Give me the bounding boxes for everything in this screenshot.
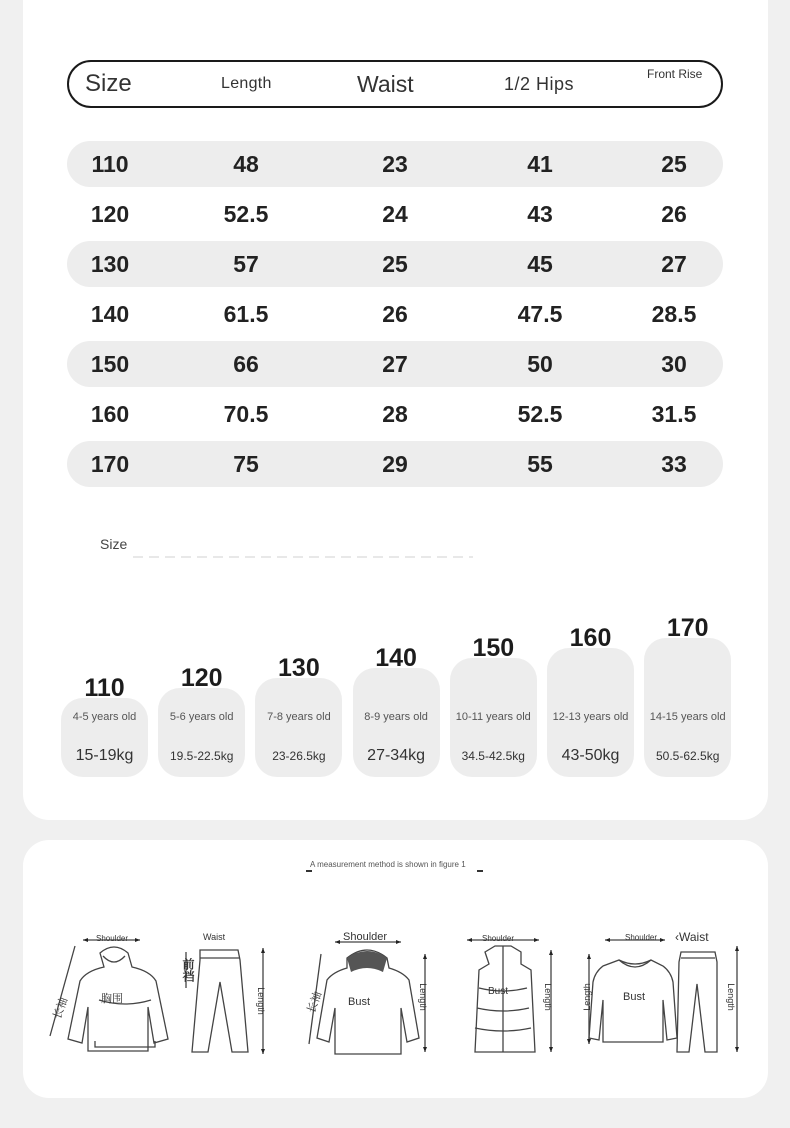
cell-waist: 29: [382, 451, 408, 477]
size-guide-age: 5-6 years old: [169, 711, 234, 723]
size-guide-weight: 27-34kg: [367, 747, 425, 764]
sweatshirt-shoulder-label: Shoulder: [625, 933, 658, 942]
size-guide-number: 150: [472, 634, 515, 662]
table-row: [67, 441, 723, 487]
size-guide-weight: 23-26.5kg: [272, 749, 326, 763]
size-guide-number: 170: [666, 614, 709, 642]
size-guide-number: 140: [375, 644, 417, 672]
vest-bust-label: Bust: [488, 986, 509, 997]
header-front-rise: Front Rise: [647, 67, 703, 81]
sweatshirt-length-label: Length: [581, 983, 592, 1011]
joggers-waist-label: ‹Waist: [675, 930, 709, 944]
vest-length-label: Length: [542, 983, 553, 1011]
hoodie2-bust-label: Bust: [348, 996, 371, 1008]
measurement-card: [23, 840, 768, 1098]
pants-waist-label: Waist: [203, 932, 226, 942]
cell-length: 75: [233, 451, 259, 477]
cell-half-hips: 43: [527, 201, 553, 227]
hoodie2-length-label: Length: [417, 983, 428, 1011]
size-guide-weight: 34.5-42.5kg: [461, 749, 525, 763]
hoodie-shoulder-label: Shoulder: [96, 934, 129, 943]
cell-length: 57: [233, 251, 259, 277]
pants-rise-label: 前裆: [181, 958, 195, 982]
table-row: [67, 391, 723, 437]
size-guide-age: 12-13 years old: [552, 711, 629, 723]
size-guide-label: Size: [100, 536, 128, 552]
header-half-hips: 1/2 Hips: [504, 74, 575, 94]
cell-front-rise: 31.5: [651, 401, 697, 427]
table-row: [67, 141, 723, 187]
cell-front-rise: 30: [661, 351, 687, 377]
cell-size: 120: [90, 201, 130, 227]
pants-figure: [178, 936, 268, 1058]
size-guide-number: 160: [569, 624, 612, 652]
cell-front-rise: 26: [661, 201, 687, 227]
size-guide-number: 130: [278, 654, 320, 682]
cell-size: 130: [90, 251, 130, 277]
cell-front-rise: 27: [661, 251, 687, 277]
size-guide-weight: 15-19kg: [75, 747, 134, 764]
cell-half-hips: 41: [527, 151, 553, 177]
size-guide-age: 14-15 years old: [649, 711, 726, 723]
cell-half-hips: 55: [527, 451, 553, 477]
cell-length: 48: [233, 151, 259, 177]
joggers-length-label: Length: [725, 983, 736, 1011]
cell-size: 110: [91, 151, 129, 177]
cell-waist: 23: [382, 151, 408, 177]
note-dash-left: [306, 870, 312, 872]
pants-length-label: Length: [255, 987, 266, 1015]
table-row: [67, 291, 723, 337]
size-guide-number: 110: [84, 674, 125, 702]
cell-length: 66: [233, 351, 259, 377]
cell-length: 70.5: [223, 401, 269, 427]
table-row: [67, 341, 723, 387]
size-guide-age: 7-8 years old: [267, 711, 331, 723]
cell-length: 61.5: [223, 301, 269, 327]
hoodie-sleeve-label: 长袖: [51, 995, 71, 1021]
cell-waist: 27: [382, 351, 408, 377]
cell-waist: 25: [382, 251, 408, 277]
cell-front-rise: 33: [661, 451, 687, 477]
table-row: [67, 241, 723, 287]
header-length: Length: [221, 75, 272, 92]
joggers-figure: [673, 946, 748, 1058]
cell-waist: 26: [382, 301, 408, 327]
measurement-note: A measurement method is shown in figure 1: [310, 860, 466, 869]
header-size: Size: [85, 70, 132, 97]
size-guide-box: [61, 698, 148, 777]
cell-size: 160: [90, 401, 130, 427]
cell-waist: 24: [382, 201, 408, 227]
size-guide-weight: 19.5-22.5kg: [169, 749, 234, 763]
hoodie2-sleeve-label: 长袖: [305, 989, 325, 1015]
cell-front-rise: 28.5: [651, 301, 697, 327]
table-row: [67, 191, 723, 237]
sweatshirt-bust-label: Bust: [623, 991, 646, 1003]
cell-half-hips: 50: [527, 351, 553, 377]
cell-size: 170: [90, 451, 130, 477]
cell-size: 140: [90, 301, 130, 327]
cell-half-hips: 45: [527, 251, 553, 277]
size-guide-box: [158, 688, 245, 777]
cell-waist: 28: [382, 401, 408, 427]
hoodie2-shoulder-label: Shoulder: [343, 931, 388, 943]
cell-length: 52.5: [223, 201, 269, 227]
note-dash-right: [477, 870, 483, 872]
table-header: [67, 60, 723, 108]
size-guide-age: 8-9 years old: [364, 711, 428, 723]
size-guide-age: 4-5 years old: [72, 711, 137, 723]
size-guide-weight: 50.5-62.5kg: [655, 749, 720, 763]
size-guide-weight: 43-50kg: [561, 747, 620, 764]
header-waist: Waist: [357, 71, 414, 97]
cell-front-rise: 25: [661, 151, 687, 177]
size-guide-age: 10-11 years old: [455, 711, 531, 723]
cell-size: 150: [90, 351, 130, 377]
size-guide-number: 120: [180, 664, 223, 692]
size-chart-card: [23, 0, 768, 820]
cell-half-hips: 52.5: [517, 401, 563, 427]
hoodie-chest-label: 胸围: [101, 993, 123, 1005]
cell-half-hips: 47.5: [517, 301, 563, 327]
vest-shoulder-label: Shoulder: [482, 934, 515, 943]
faint-divider: [133, 556, 473, 558]
